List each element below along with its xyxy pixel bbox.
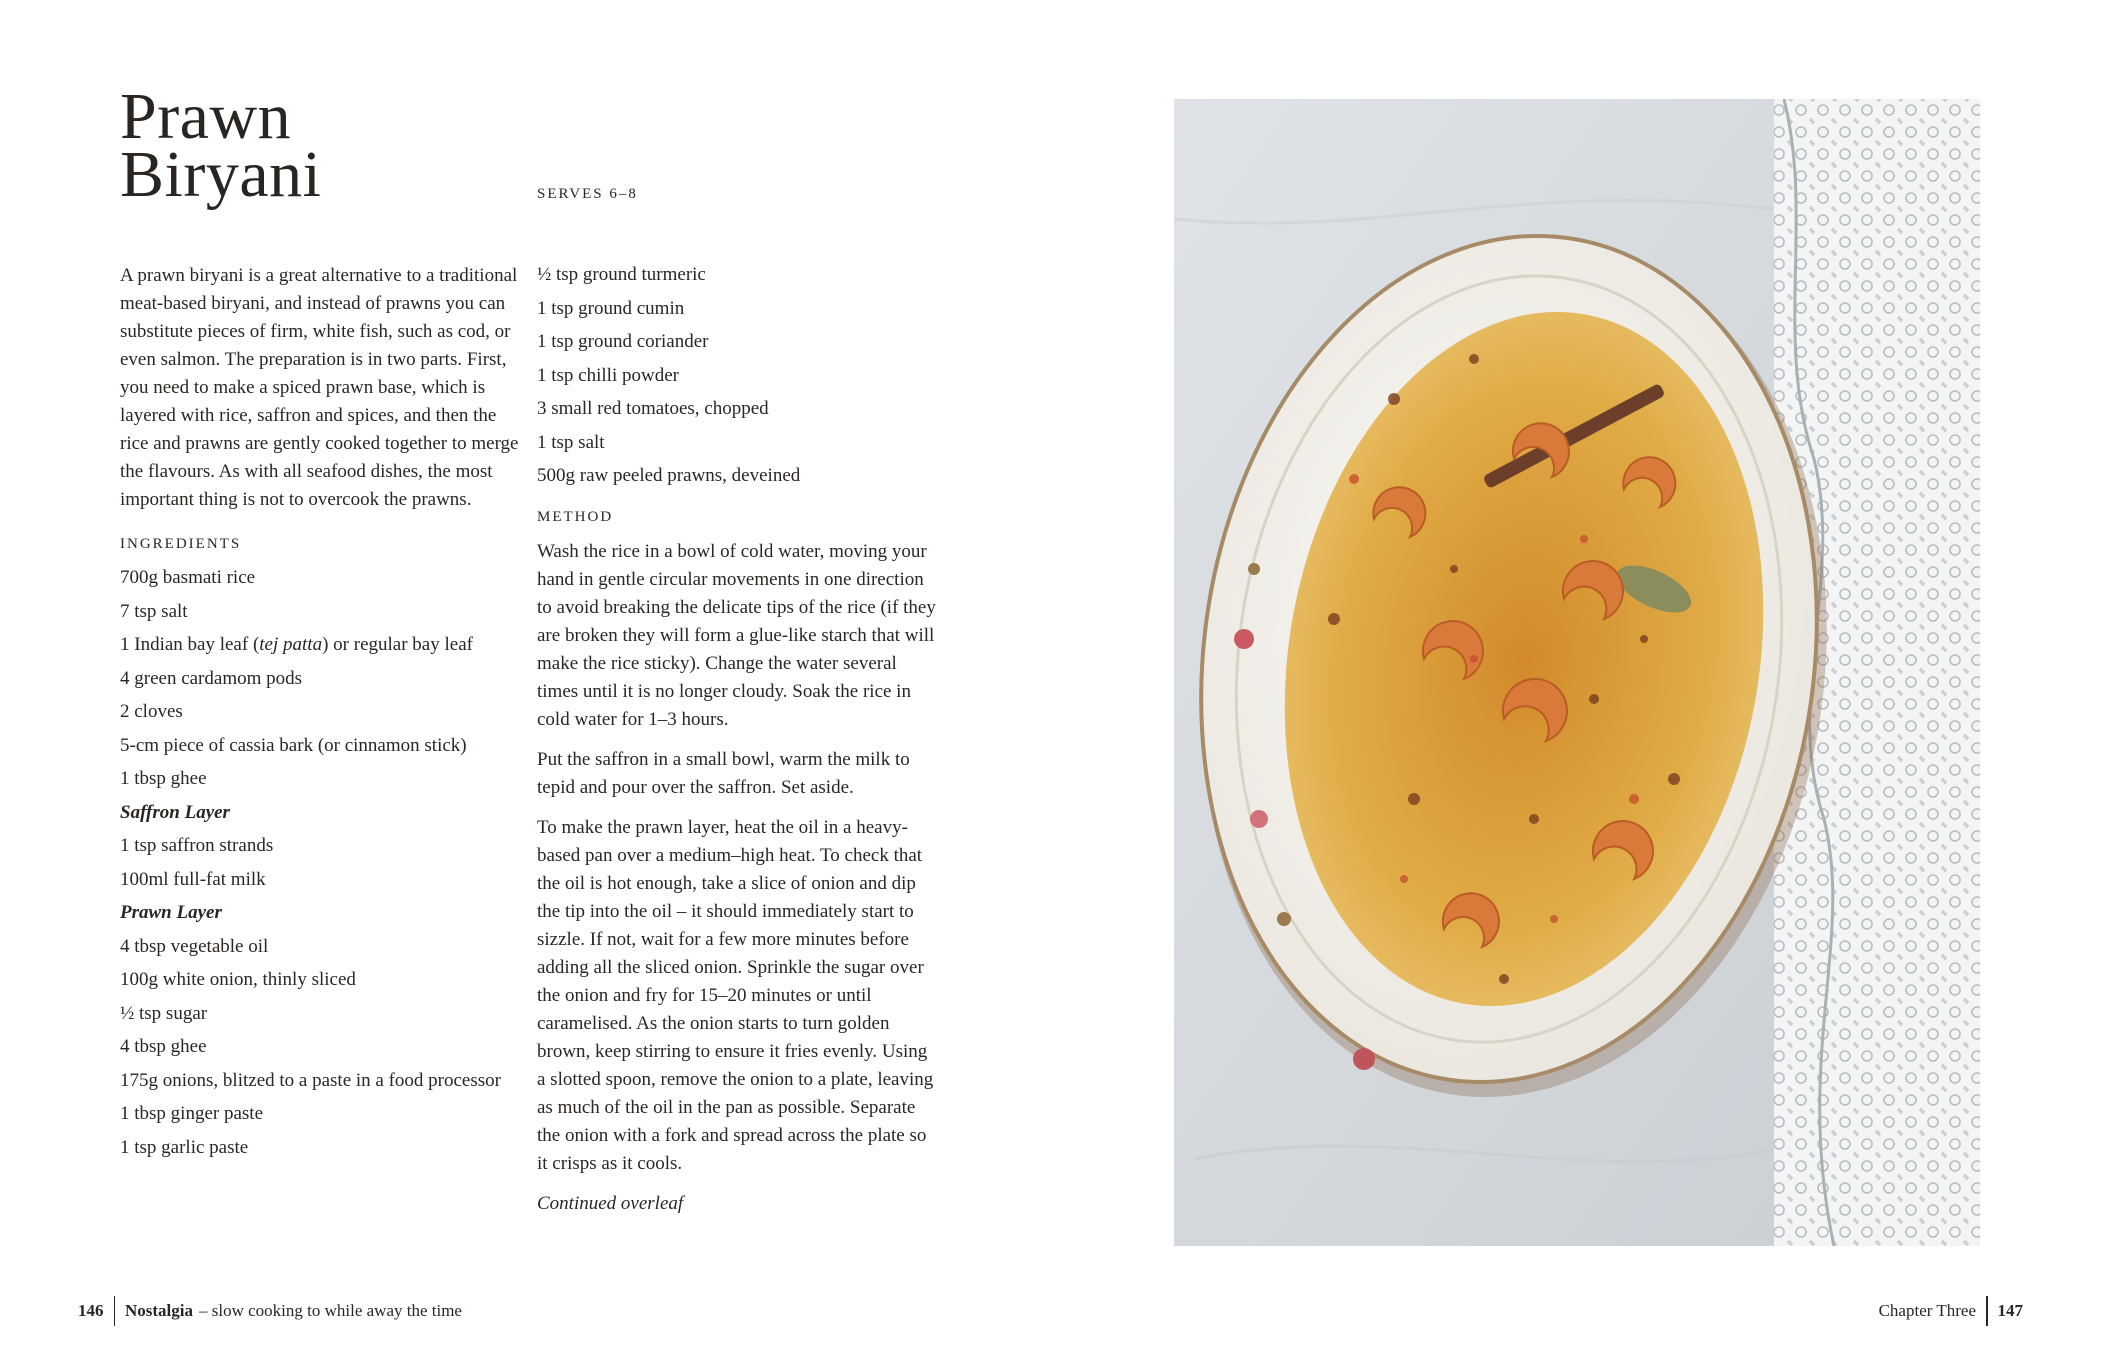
ingredients-heading: INGREDIENTS [120,536,242,552]
method-heading: METHOD [537,509,614,525]
list-item: 2 cloves [120,701,183,722]
bay-leaf-italic: tej patta [259,634,323,655]
recipe-title [120,80,322,211]
list-item-bay-leaf [120,632,520,658]
middle-column [537,262,937,1218]
left-column [120,262,520,1168]
list-item: 1 tbsp ghee [120,768,207,789]
recipe-title-line1: Prawn [120,80,292,153]
continued-overleaf: Continued overleaf [537,1193,684,1214]
list-item: 175g onions, blitzed to a paste in a food processor [120,1069,501,1091]
running-head-section: Nostalgia [125,1301,193,1320]
list-item: 4 tbsp ghee [120,1036,207,1057]
footer-divider [114,1296,116,1326]
recipe-title-line2: Biryani [120,138,322,211]
list-item: 4 tbsp vegetable oil [120,935,269,957]
page-number-right: 147 [1997,1301,2023,1320]
list-item: 1 tsp chilli powder [537,364,679,386]
biryani-photo [1174,99,1980,1246]
running-head-chapter: Chapter Three [1878,1301,1976,1320]
running-head-subtitle: – slow cooking to while away the time [199,1301,462,1320]
list-item: 1 tsp ground coriander [537,331,709,352]
recipe-intro: A prawn biryani is a great alternative to a traditional meat-based biryani, and instead of prawns you can substitute pieces of firm, white fish, such as cod, or even salmon. The preparation is in two parts. First, you need to make a spiced prawn base, which is layered with rice, saffron and spices, and then the rice and prawns are gently cooked together to merge the flavours. As with all seafood dishes, the most important thing is not to overcook the prawns. [120,265,519,510]
list-item: 100ml full-fat milk [120,868,266,890]
method-steps [537,538,937,1178]
bay-leaf-before: 1 Indian bay leaf ( [120,634,260,655]
list-item: 1 tsp salt [537,431,605,453]
list-item: 500g raw peeled prawns, deveined [537,465,801,486]
list-item: 1 tsp ground cumin [537,297,685,319]
list-item: 4 green cardamom pods [120,667,303,689]
list-item: 700g basmati rice [120,567,256,588]
page-number-left: 146 [78,1301,104,1320]
serves-label: SERVES 6–8 [537,186,638,202]
bay-leaf-after: ) or regular bay leaf [322,634,473,655]
footer-divider [1986,1296,1988,1326]
list-item: 100g white onion, thinly sliced [120,969,356,990]
list-item: 3 small red tomatoes, chopped [537,398,769,419]
footer-left [78,1296,462,1326]
method-step: Put the saffron in a small bowl, warm the milk to tepid and pour over the saffron. Set aside. [537,749,910,798]
footer-right [1879,1296,2023,1326]
list-item: ½ tsp sugar [120,1002,208,1024]
list-item: 7 tsp salt [120,600,188,622]
saffron-list [120,833,520,893]
method-step: To make the prawn layer, heat the oil in a heavy-based pan over a medium–high heat. To check that the oil is hot enough, take a slice of onion and dip the tip into the oil – it should immediately start to sizzle. If not, wait for a few more minutes before adding all the sliced onion. Sprinkle the sugar over the onion and fry for 15–20 minutes or until caramelised. As the onion starts to turn golden brown, keep stirring to ensure it fries evenly. Using a slotted spoon, remove the onion to a plate, leaving as much of the oil in the pan as possible. Separate the onion with a fork and spread across the plate so it crisps as it cools. [537,817,934,1174]
list-item: ½ tsp ground turmeric [537,264,706,285]
list-item: 5-cm piece of cassia bark (or cinnamon stick) [120,734,467,756]
biryani-photo-illustration [1174,99,1980,1246]
ingredients-list [120,565,520,792]
list-item: 1 tsp garlic paste [120,1136,249,1158]
saffron-layer-heading: Saffron Layer [120,801,230,823]
prawn-list-continued [537,262,937,489]
method-step: Wash the rice in a bowl of cold water, moving your hand in gentle circular movements in one direction to avoid breaking the delicate tips of the rice (if they are broken they will form a glue-like starch that will make the rice sticky). Change the water several times until it is no longer cloudy. Soak the rice in cold water for 1–3 hours. [537,541,936,730]
prawn-list [120,934,520,1161]
prawn-layer-heading: Prawn Layer [120,902,222,923]
list-item: 1 tsp saffron strands [120,835,274,856]
list-item: 1 tbsp ginger paste [120,1103,264,1124]
